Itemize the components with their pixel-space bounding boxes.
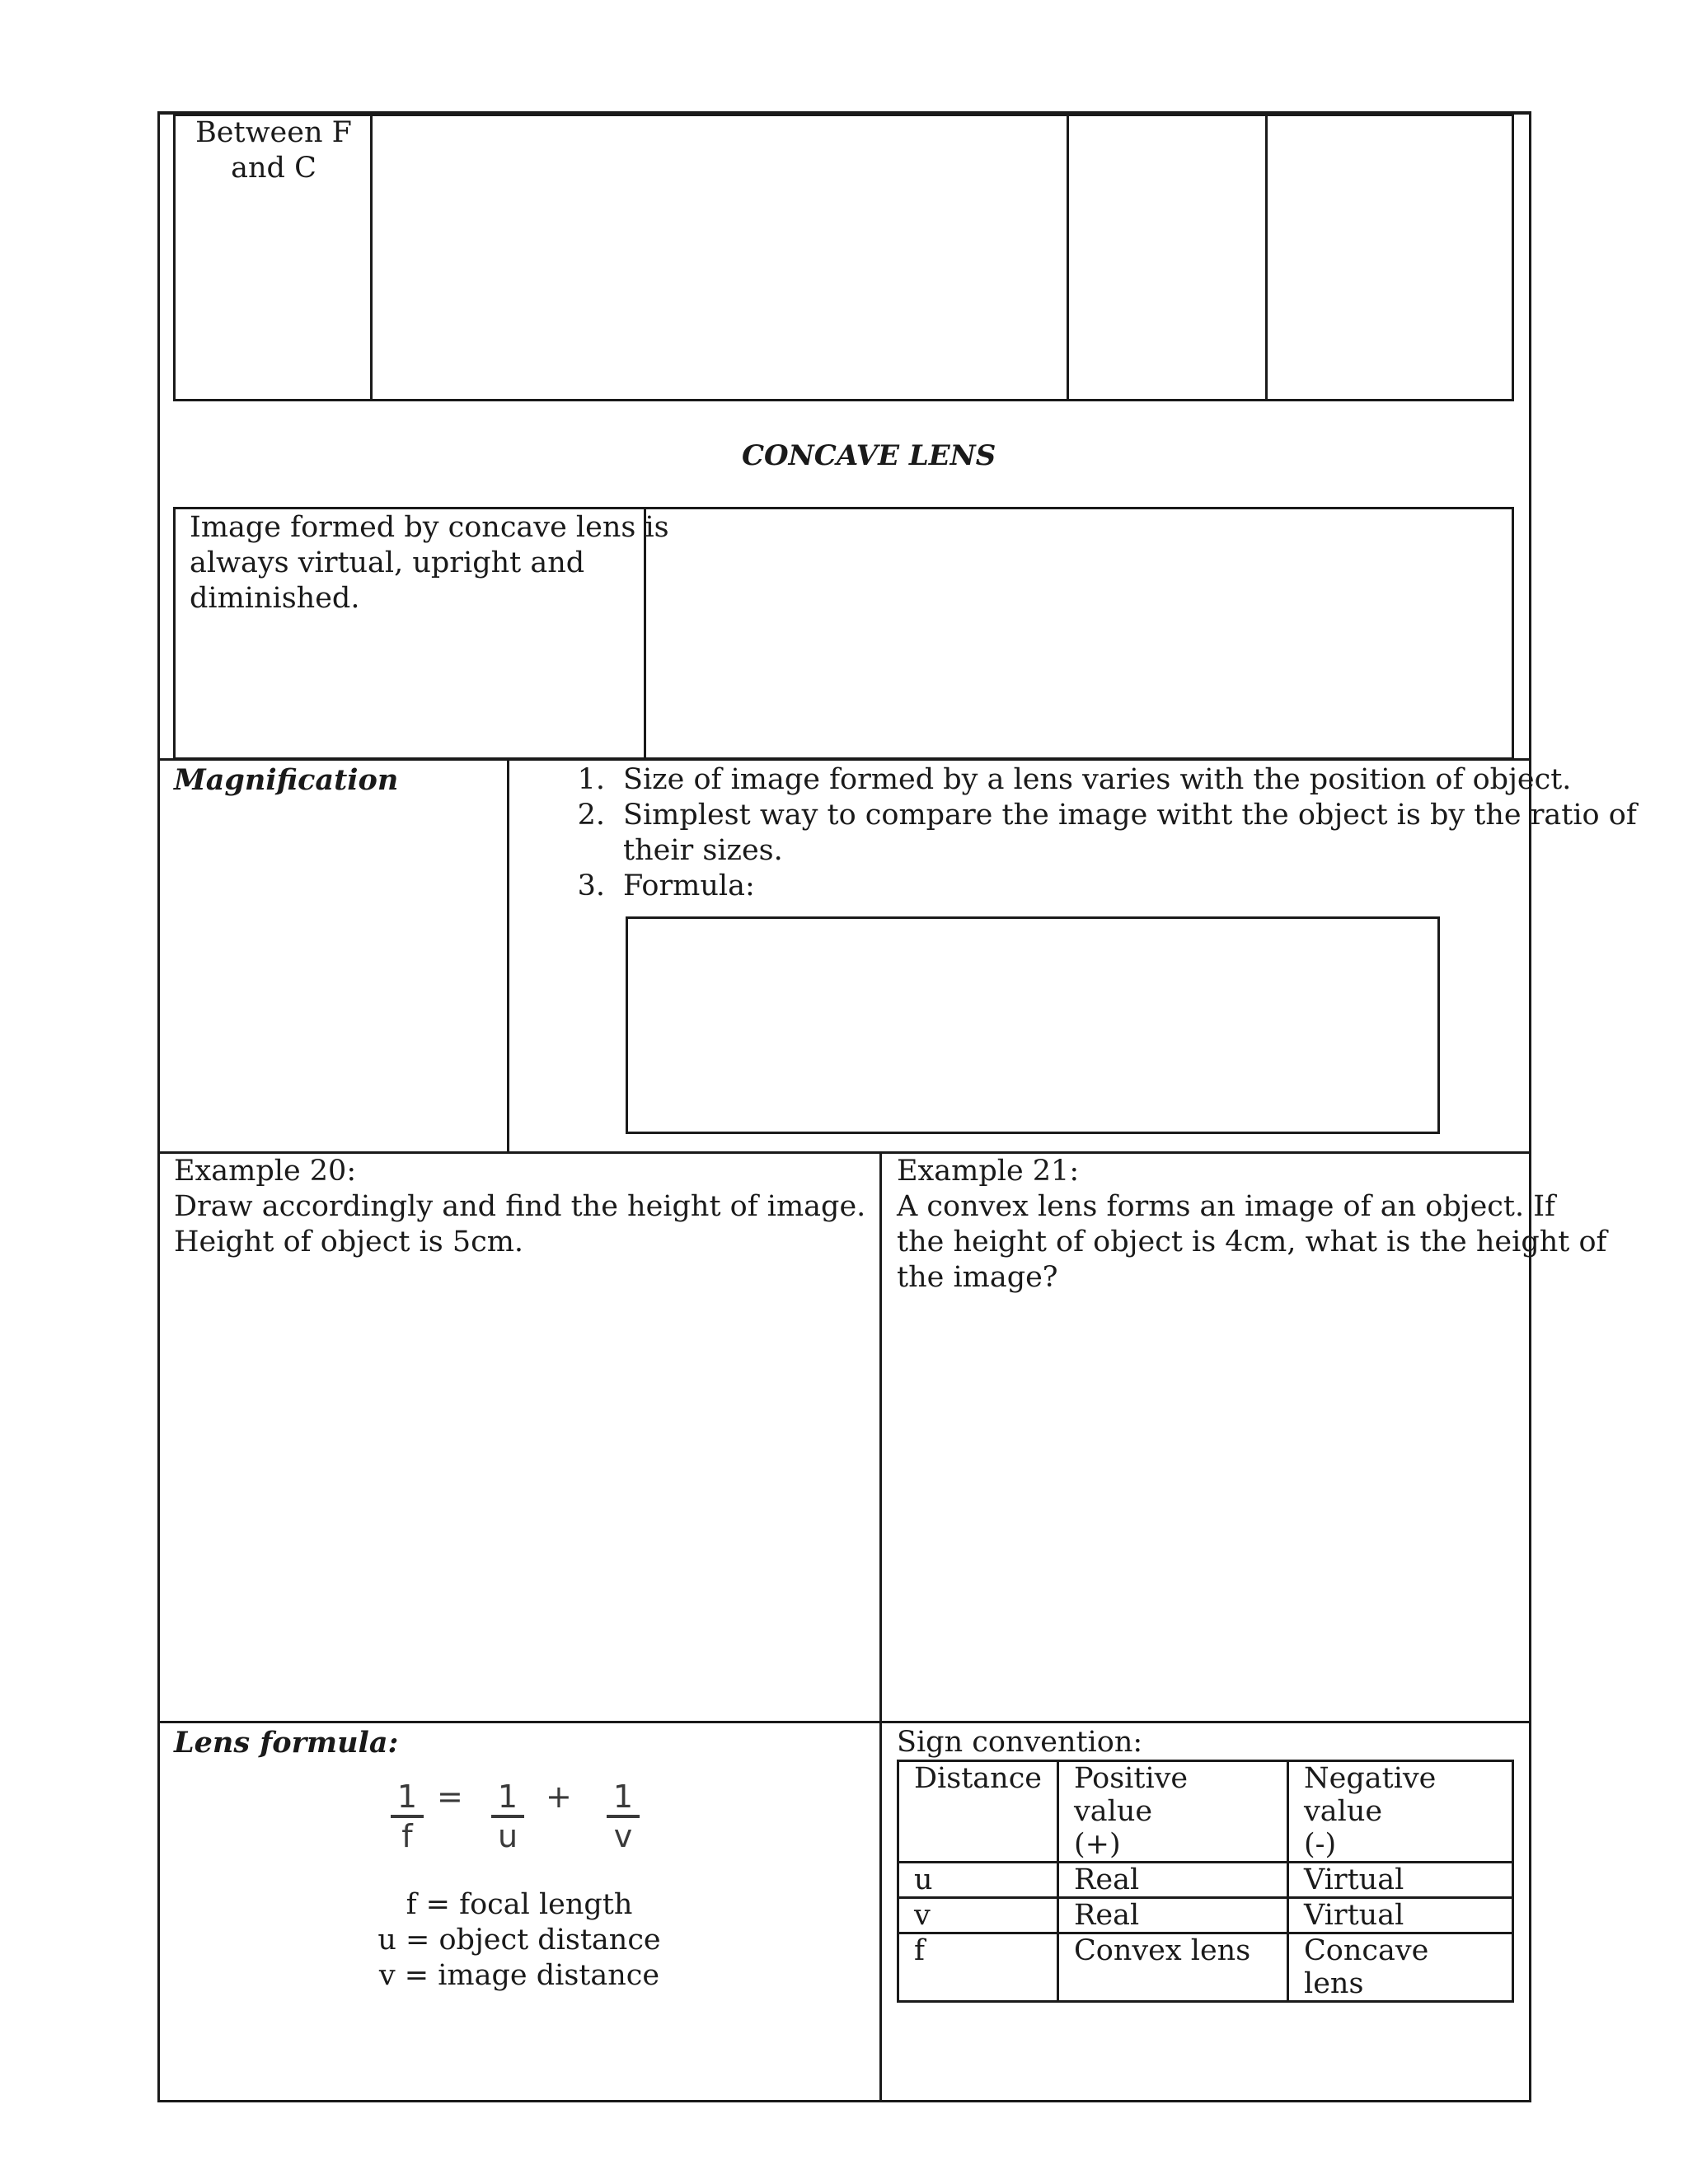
lens-formula-label: Lens formula: [174, 1726, 399, 1760]
concave-lens-heading: CONCAVE LENS [742, 439, 996, 472]
divider-lower-col [879, 1151, 882, 2102]
example-20-line2: Height of object is 5cm. [174, 1226, 524, 1258]
concave-note-line3: diminished. [190, 582, 360, 615]
sign-convention-table [897, 1760, 1514, 2003]
item-3-text: Formula: [623, 869, 755, 902]
formula-term2-den: v [613, 1818, 633, 1854]
concave-note [190, 510, 669, 616]
sign-convention-title: Sign convention: [897, 1726, 1143, 1759]
header-distance-text: Distance [914, 1762, 1043, 1795]
magnification-item-1 [572, 762, 1637, 798]
row-label-line1: Between F [195, 116, 352, 149]
definition-u: u = object distance [377, 1924, 661, 1957]
divider-formula-top [157, 1721, 1531, 1723]
divider-magnification-col [507, 758, 509, 1154]
item-1-text: Size of image formed by a lens varies with the position of object. [623, 763, 1572, 796]
formula-eq: = [437, 1779, 463, 1815]
example-21-title: Example 21: [897, 1155, 1080, 1188]
header-distance [898, 1761, 1058, 1863]
row-f-positive: Convex lens [1058, 1933, 1288, 2002]
item-3-number: 3. [577, 869, 605, 902]
top-table-col-3 [1265, 114, 1268, 401]
table-row [898, 1863, 1513, 1898]
row-u-distance: u [898, 1863, 1058, 1898]
lens-formula-definitions [354, 1887, 684, 1994]
item-2-text-line2: their sizes. [623, 834, 783, 867]
row-u-negative: Virtual [1288, 1863, 1513, 1898]
formula-lhs-num: 1 [396, 1779, 418, 1815]
formula-lhs [391, 1780, 424, 1853]
row-v-positive: Real [1058, 1898, 1288, 1933]
header-negative-line1: Negative value [1304, 1762, 1437, 1828]
example-21-line1: A convex lens forms an image of an object. If [897, 1190, 1555, 1223]
example-21-line3: the image? [897, 1261, 1058, 1294]
formula-answer-box[interactable] [626, 916, 1440, 1134]
header-positive [1058, 1761, 1288, 1863]
item-1-number: 1. [577, 763, 605, 796]
outer-left-border [157, 111, 160, 2102]
row-v-negative: Virtual [1288, 1898, 1513, 1933]
row-f-negative: Concave lens [1288, 1933, 1513, 2002]
table-row [898, 1898, 1513, 1933]
top-table-row-label [175, 115, 373, 186]
header-negative-line2: (-) [1304, 1828, 1337, 1861]
header-negative [1288, 1761, 1513, 1863]
outer-bottom-border [157, 2100, 1531, 2102]
magnification-list [572, 762, 1637, 904]
magnification-label: Magnification [174, 763, 399, 797]
formula-term2-num: 1 [612, 1779, 634, 1815]
example-21 [897, 1154, 1607, 1296]
magnification-item-3 [572, 869, 1637, 904]
definition-f: f = focal length [406, 1888, 633, 1921]
row-label-line2: and C [231, 152, 316, 185]
example-20 [174, 1154, 865, 1260]
item-2-number: 2. [577, 799, 605, 832]
concave-note-line1: Image formed by concave lens is [190, 511, 669, 544]
row-v-distance: v [898, 1898, 1058, 1933]
formula-term1-den: u [497, 1818, 518, 1854]
outer-right-border [1529, 111, 1531, 2102]
formula-term1-num: 1 [497, 1779, 518, 1815]
formula-term2 [607, 1780, 640, 1853]
top-inner-table [173, 114, 1514, 401]
item-2-text-line1: Simplest way to compare the image witht the object is by the ratio of [623, 799, 1637, 832]
example-20-title: Example 20: [174, 1155, 357, 1188]
header-positive-line1: Positive value [1074, 1762, 1189, 1828]
concave-note-line2: always virtual, upright and [190, 546, 585, 579]
row-u-positive: Real [1058, 1863, 1288, 1898]
row-f-distance: f [898, 1933, 1058, 2002]
table-row [898, 1933, 1513, 2002]
table-header-row [898, 1761, 1513, 1863]
top-table-col-2 [1067, 114, 1069, 401]
example-21-line2: the height of object is 4cm, what is the height of [897, 1226, 1607, 1258]
formula-lhs-den: f [401, 1818, 413, 1854]
magnification-item-2 [572, 798, 1637, 869]
formula-term1 [491, 1780, 524, 1853]
definition-v: v = image distance [378, 1959, 660, 1992]
example-20-line1: Draw accordingly and find the height of image. [174, 1190, 866, 1223]
header-positive-line2: (+) [1074, 1828, 1121, 1861]
formula-plus: + [546, 1779, 572, 1815]
